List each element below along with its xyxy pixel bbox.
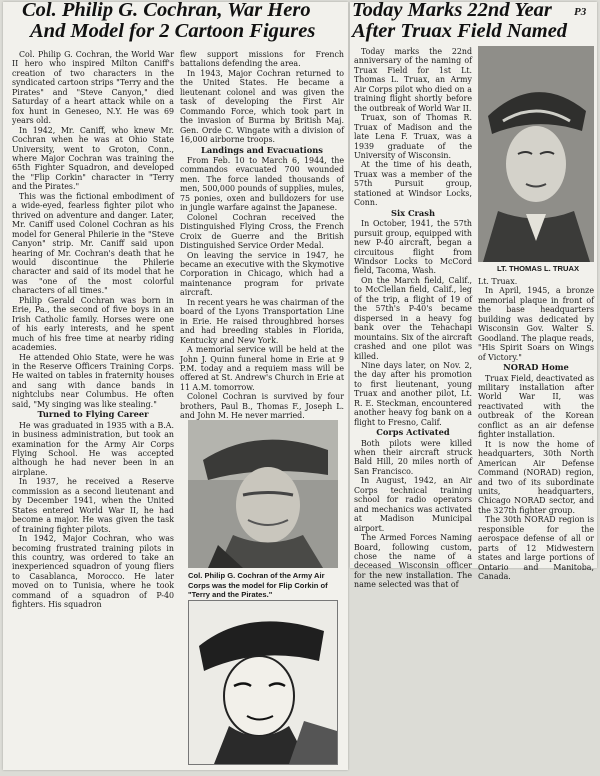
subheading-corps-activated: Corps Activated [376, 427, 450, 438]
article-paragraph: In 1942, Major Cochran, who was becoming frustrated training pilots in this country, was ordered to take an inexperienced squadron of young fliers to Casablanca, Morocco. He later moved on to Tunisia, where he took command of a squadron of P-40 fighters. His squadron [12, 534, 174, 610]
truax-column-2 [478, 277, 594, 582]
flip-corkin-cartoon [188, 600, 338, 765]
truax-headline-line1: Today Marks 22nd Year [352, 0, 552, 21]
truax-portrait-photo [478, 46, 594, 262]
article-paragraph: In April, 1945, a bronze memorial plaque in front of the base headquarters building was dedicated by Wisconsin Gov. Walter S. Goodland. The plaque reads, "His Spirit Soars on Wings of Victory." [478, 286, 594, 362]
pilot-portrait-image [188, 420, 338, 568]
article-paragraph: Today marks the 22nd anniversary of the naming of Truax Field for 1st Lt. Thomas L. Truax, an Army Air Corps pilot who died on a training flight shortly before the outbreak of World War II. [354, 47, 472, 113]
cochran-headline-line2: And Model for 2 Cartoon Figures [30, 20, 316, 42]
article-paragraph: Truax Field, deactivated as military installation after World War II, was reactivated with the outbreak of the Korean conflict as an air defense fighter installation. [478, 373, 594, 440]
article-paragraph: A memorial service will be held at the John J. Quinn funeral home in Erie at 9 P.M. today and a requiem mass will be offered at St. Andrew's Church in Erie at 11 A.M. tomorrow. [180, 345, 344, 392]
page-marker: P3 [574, 6, 587, 18]
article-paragraph: In August, 1942, an Air Corps technical training school for radio operators and mechanics was activated at Madison Municipal airport. [354, 476, 472, 533]
article-paragraph: In 1943, Major Cochran returned to the United States. He became a lieutenant colonel and was given the task of developing the First Air Commando Force, which took part in the invasion of Burma by British Maj. Gen. Orde C. Wingate with a division of 16,000 airborne troops. [180, 68, 344, 145]
article-paragraph: Lt. Truax. [478, 277, 518, 286]
article-paragraph: Both pilots were killed when their aircraft struck Bald Hill, 20 miles north of San Francisco. [354, 438, 472, 476]
article-paragraph: He was graduated in 1935 with a B.A. in business administration, but took an examination for the Army Air Corps Flying School. He was accepted although he had never been in an airplane. [12, 420, 174, 477]
article-paragraph: Col. Philip G. Cochran, the World War II hero who inspired Milton Caniff's creation of two characters in the syndicated cartoon strips "Terry and the Pirates" and "Steve Canyon," died Saturday of a heart attack while on a fox hunt in Geneseo, N.Y. He was 69 years old. [12, 50, 174, 126]
cochran-column-1 [12, 50, 174, 610]
article-paragraph: On leaving the service in 1947, he became an executive with the Skymotive Corporation in Chicago, which had a maintenance program for private aircraft. [180, 250, 344, 298]
article-paragraph: Philip Gerald Cochran was born in Erie, Pa., the second of five boys in an Irish Catholic family. Horses were one of his early interests, and he spent much of his free time at nearby riding academies. [12, 295, 174, 353]
article-paragraph: Colonel Cochran received the Distinguished Flying Cross, the French Croix de Guerre and the British Distinguished Service Order Medal. [180, 212, 344, 251]
article-paragraph: This was the fictional embodiment of a wide-eyed, fearless fighter pilot who thrived on adventure and danger. Later, Mr. Caniff used Colonel Cochran as his model for General Philerie in the "Steve Canyon" strip. Mr. Caniff said upon hearing of Mr. Cochran's death that he would discontinue the Philerie character and said of its model that he was "one of the most colorful characters of all times." [12, 191, 174, 296]
truax-headline-line2: After Truax Field Named [352, 20, 568, 42]
article-paragraph: In recent years he was chairman of the board of the Lyons Transportation Line in Erie. He raised throughbred horses and had breeding stables in Florida, Kentucky and New York. [180, 297, 344, 345]
article-paragraph: Truax, son of Thomas R. Truax of Madison and the late Lena F. Truax, was a 1939 graduate of the University of Wisconsin. [354, 113, 472, 160]
truax-photo-caption: LT. THOMAS L. TRUAX [496, 264, 580, 273]
truax-column-1 [354, 47, 472, 590]
article-paragraph: At the time of his death, Truax was a member of the 57th Pursuit group, stationed at Windsor Locks, Conn. [354, 160, 472, 208]
article-paragraph: From Feb. 10 to March 6, 1944, the commandos evacuated 700 wounded men. The force landed thousands of men, 500,000 pounds of supplies, mules, 75 ponies, oxen and bulldozers for use in jungle warfare against the Japanese. [180, 155, 344, 213]
subheading-norad-home: NORAD Home [503, 362, 569, 373]
article-paragraph: Nine days later, on Nov. 2, the day after his promotion to first lieutenant, young Truax and another pilot, Lt. R. E. Steckman, encountered another heavy fog bank on a flight to Fresno, Calif. [354, 360, 472, 427]
cochran-column-2 [180, 50, 344, 421]
officer-portrait-image [478, 46, 594, 262]
article-paragraph: In October, 1941, the 57th pursuit group, equipped with new P-40 aircraft, began a circuitous flight from Windsor Locks to McCord field, Tacoma, Wash. [354, 219, 472, 276]
subheading-turned-to-flying: Turned to Flying Career [37, 409, 149, 420]
cochran-portrait-photo [188, 420, 338, 568]
article-paragraph: On the March field, Calif., to McClellan field, Calif., leg of the trip, a flight of 19 of the 57th's P-40's became dispersed in a heavy fog bank over the Tehachapi mountains. Six of the aircraft crashed and one pilot was killed. [354, 275, 472, 361]
article-paragraph: The 30th NORAD region is responsible for the aerospace defense of all or parts of 12 Midwestern states and large portions of Ontario and Manitoba, Canada. [478, 515, 594, 582]
article-paragraph: In 1937, he received a Reserve commission as a second lieutenant and by December 1941, when the United States entered World War II, he had become a major. He was given the task of training fighter pilots. [12, 477, 174, 534]
subheading-landings-evacuations: Landings and Evacuations [201, 144, 323, 155]
cochran-photo-caption: Col. Philip G. Cochran of the Army Air Corps was the model for Flip Corkin of "Terry and the Pirates." [188, 571, 328, 600]
article-paragraph: It is now the home of headquarters, 30th North American Air Defense Command (NORAD) region, and two of its subordinate units, headquarters, Chicago NORAD sector, and the 327th fighter group. [478, 439, 594, 515]
article-paragraph: Colonel Cochran is survived by four brothers, Paul B., Thomas F., Joseph L. and John M. He never married. [180, 392, 344, 421]
cartoon-pilot-drawing [189, 601, 337, 764]
article-paragraph: flew support missions for French battalions defending the area. [180, 50, 344, 69]
article-paragraph: In 1942, Mr. Caniff, who knew Mr. Cochran when he was at Ohio State University, went to Groton, Conn., where Major Cochran was training the 65th Fighter Squadron, and developed the "Flip Corkin" character in "Terry and the Pirates." [12, 125, 174, 192]
article-paragraph: The Armed Forces Naming Board, following custom, chose the name of a deceased Wisconsin officer for the new installation. The name selected was that of [354, 533, 472, 590]
subheading-six-crash: Six Crash [390, 207, 436, 218]
article-paragraph: He attended Ohio State, were he was in the Reserve Officers Training Corps. He waited on tables in fraternity houses and sang with dance bands in nightclubs near Columbus. He often said, "My singing was like stealing." [12, 352, 174, 409]
cochran-headline-line1: Col. Philip G. Cochran, War Hero [22, 0, 311, 21]
